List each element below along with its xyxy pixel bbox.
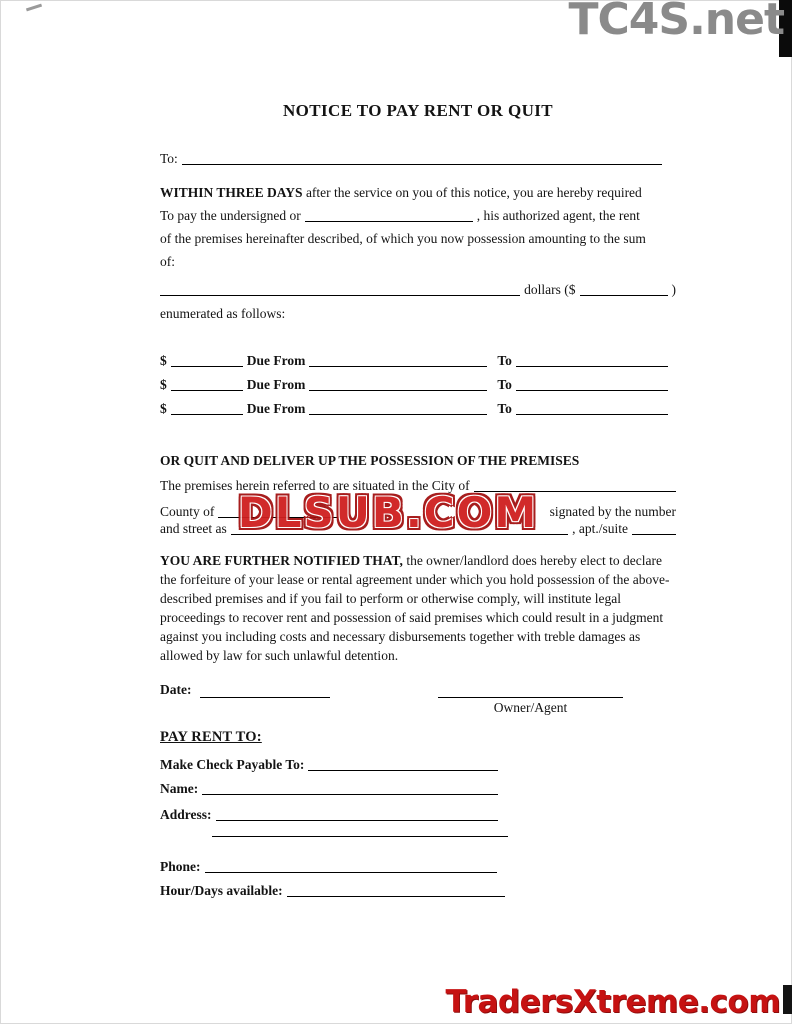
row-to-blank bbox=[516, 366, 668, 367]
dollars-label: dollars ($ bbox=[524, 282, 576, 297]
row-amount-blank bbox=[171, 390, 243, 391]
hours-blank bbox=[287, 896, 505, 897]
row-due-from-label: Due From bbox=[246, 377, 306, 392]
row-amount-blank bbox=[171, 366, 243, 367]
to-label: To: bbox=[160, 151, 178, 166]
phone-blank bbox=[205, 872, 497, 873]
row-to-label: To bbox=[497, 401, 512, 416]
further-notified-paragraph bbox=[160, 551, 680, 665]
watermark-tradersxtreme: TradersXtreme.com bbox=[445, 984, 780, 1020]
row-dollar-sign: $ bbox=[160, 401, 167, 416]
hours-line bbox=[160, 882, 676, 900]
row-to-label: To bbox=[497, 353, 512, 368]
make-check-blank bbox=[308, 770, 498, 771]
to-line bbox=[160, 150, 676, 168]
apt-label: , apt./suite bbox=[572, 521, 628, 536]
phone-line bbox=[160, 858, 676, 876]
row-from-blank bbox=[309, 390, 487, 391]
undersigned-label: To pay the undersigned or bbox=[160, 208, 301, 223]
scan-artifact-top-left bbox=[26, 4, 42, 12]
row-dollar-sign: $ bbox=[160, 377, 167, 392]
amount-line bbox=[160, 281, 676, 299]
undersigned-blank bbox=[305, 221, 473, 222]
scan-artifact-bottom-right bbox=[783, 985, 792, 1014]
make-check-line bbox=[160, 756, 676, 774]
to-blank bbox=[182, 164, 662, 165]
para1-line2 bbox=[160, 207, 676, 225]
watermark-tc4s: TC4S.net bbox=[568, 0, 784, 45]
date-signature-block bbox=[160, 678, 676, 720]
form-title: NOTICE TO PAY RENT OR QUIT bbox=[282, 101, 554, 120]
name-blank bbox=[202, 794, 498, 795]
para1-line3: of the premises hereinafter described, of which you now possession amounting to the sum bbox=[160, 231, 646, 246]
county-tail-text: signated by the number bbox=[549, 504, 676, 519]
address-label: Address: bbox=[160, 807, 212, 822]
enumerated-label: enumerated as follows: bbox=[160, 306, 286, 321]
address-blank-2 bbox=[212, 836, 508, 837]
dollars-close: ) bbox=[671, 282, 676, 297]
due-row bbox=[160, 352, 676, 370]
name-line bbox=[160, 780, 676, 798]
row-to-label: To bbox=[497, 377, 512, 392]
name-label: Name: bbox=[160, 781, 199, 796]
row-dollar-sign: $ bbox=[160, 353, 167, 368]
date-blank bbox=[200, 697, 330, 698]
further-notified-lead: YOU ARE FURTHER NOTIFIED THAT, bbox=[160, 553, 403, 568]
date-label: Date: bbox=[160, 682, 192, 697]
owner-signature-blank bbox=[438, 697, 623, 698]
watermark-dlsub-stamp: DLSUB.COM bbox=[237, 488, 539, 537]
phone-label: Phone: bbox=[160, 859, 201, 874]
county-label: County of bbox=[160, 504, 215, 519]
pay-rent-heading: PAY RENT TO: bbox=[160, 729, 262, 745]
authorized-agent-text: , his authorized agent, the rent bbox=[476, 208, 640, 223]
para1-line1-rest: after the service on you of this notice, you are hereby required bbox=[302, 185, 642, 200]
para1-line4: of: bbox=[160, 254, 175, 269]
address-blank bbox=[216, 820, 498, 821]
para1-line1 bbox=[160, 184, 676, 202]
due-row bbox=[160, 400, 676, 418]
within-three-days-lead: WITHIN THREE DAYS bbox=[160, 185, 303, 200]
row-from-blank bbox=[309, 366, 487, 367]
row-due-from-label: Due From bbox=[246, 401, 306, 416]
hours-label: Hour/Days available: bbox=[160, 883, 283, 898]
row-to-blank bbox=[516, 390, 668, 391]
address-line bbox=[160, 806, 676, 824]
street-label: and street as bbox=[160, 521, 227, 536]
row-from-blank bbox=[309, 414, 487, 415]
city-label: The premises herein referred to are situated in the City of bbox=[160, 478, 470, 493]
row-due-from-label: Due From bbox=[246, 353, 306, 368]
amount-words-blank bbox=[160, 295, 520, 296]
make-check-label: Make Check Payable To: bbox=[160, 757, 305, 772]
further-notified-text: the owner/landlord does hereby elect to declare the forfeiture of your lease or rental agreement under which you hold possession of the above-described premises and if you fail to perform or otherwise comply, will institute legal proceedings to recover rent and possession of said premises which could result in a judgment against you including costs and necessary disbursements together with treble damages as allowed by law for such unlawful detention. bbox=[160, 553, 670, 663]
row-to-blank bbox=[516, 414, 668, 415]
amount-number-blank bbox=[580, 295, 668, 296]
row-amount-blank bbox=[171, 414, 243, 415]
quit-heading: OR QUIT AND DELIVER UP THE POSSESSION OF THE PREMISES bbox=[160, 453, 580, 468]
address-line-2 bbox=[160, 836, 676, 840]
owner-agent-label: Owner/Agent bbox=[493, 700, 568, 715]
due-row bbox=[160, 376, 676, 394]
